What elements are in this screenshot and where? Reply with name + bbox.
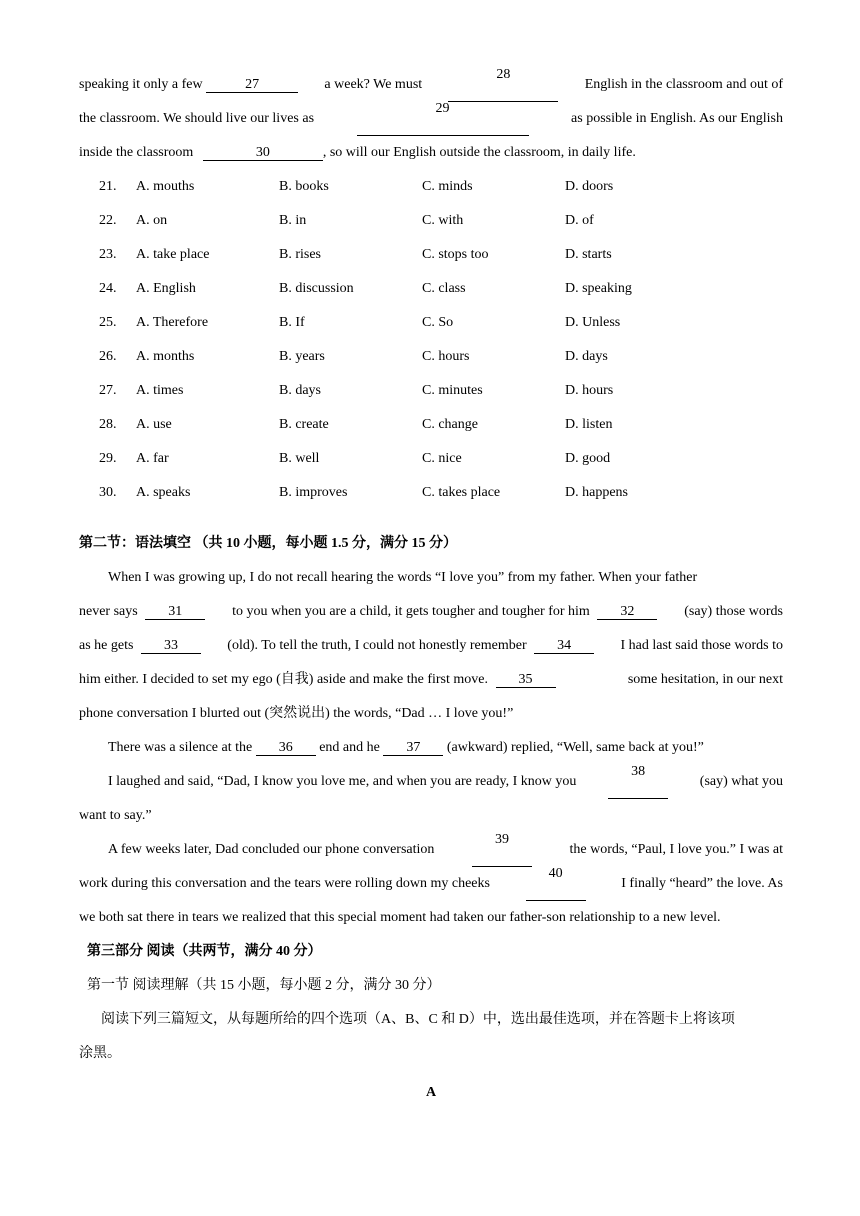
cloze-text: inside the classroom [79,145,194,160]
option-c: C. minutes [422,383,483,398]
option-row [79,204,783,238]
option-row [79,306,783,340]
section-heading-grammar: 第二节：语法填空 （共 10 小题，每小题 1.5 分，满分 15 分） [79,536,457,551]
option-b: B. create [279,417,329,432]
reading-instruction: 涂黑。 [79,1046,121,1061]
option-c: C. nice [422,451,462,466]
grammar-text: work during this conversation and the tears were rolling down my cheeks [79,876,490,891]
cloze-line-3 [79,136,783,170]
option-b: B. in [279,213,307,228]
option-d: D. listen [565,417,613,432]
section-heading-reading: 第一节 阅读理解（共 15 小题，每小题 2 分，满分 30 分） [87,978,441,993]
option-row [79,170,783,204]
blank-32: 32 [597,605,657,620]
cloze-line-1 [79,68,783,102]
blank-34: 34 [534,639,594,654]
grammar-text: I laughed and said, “Dad, I know you love me, and when you are ready, I know you [108,774,577,789]
option-c: C. with [422,213,464,228]
option-c: C. takes place [422,485,501,500]
blank-40: 40 [526,867,586,901]
option-d: D. hours [565,383,614,398]
grammar-text: to you when you are a child, it gets tougher and tougher for him [232,604,590,619]
option-a: A. Therefore [136,315,209,330]
blank-33: 33 [141,639,201,654]
option-b: B. well [279,451,320,466]
option-a: A. times [136,383,184,398]
option-row [79,238,783,272]
question-number: 22. [99,213,117,228]
option-a: A. speaks [136,485,191,500]
grammar-line [79,595,783,629]
question-number: 28. [99,417,117,432]
option-d: D. speaking [565,281,632,296]
grammar-text: (old). To tell the truth, I could not honestly remember [227,638,527,653]
passage-label: A [425,1085,437,1100]
option-b: B. If [279,315,305,330]
blank-35: 35 [496,673,556,688]
option-row [79,476,783,510]
grammar-line [79,731,783,765]
grammar-text: There was a silence at the [108,740,253,755]
cloze-text: , so will our English outside the classroom, in daily life. [322,145,636,160]
option-b: B. rises [279,247,321,262]
options-list [79,170,783,510]
grammar-text: (say) what you [699,774,783,789]
option-b: B. books [279,179,329,194]
option-b: B. days [279,383,321,398]
cloze-text: as possible in English. As our English [571,111,783,126]
option-b: B. improves [279,485,348,500]
grammar-text: I finally “heard” the love. As [621,876,783,891]
blank-31: 31 [145,605,205,620]
grammar-line [79,663,783,697]
option-b: B. discussion [279,281,354,296]
blank-39: 39 [472,833,532,867]
option-d: D. of [565,213,594,228]
option-b: B. years [279,349,325,364]
option-row [79,408,783,442]
cloze-text: a week? We must [324,77,423,92]
option-a: A. mouths [136,179,195,194]
option-c: C. stops too [422,247,489,262]
option-d: D. starts [565,247,612,262]
option-row [79,374,783,408]
blank-36: 36 [256,741,316,756]
option-d: D. happens [565,485,628,500]
cloze-text: the classroom. We should live our lives as [79,111,315,126]
grammar-text: end and he [319,740,380,755]
blank-30: 30 [203,146,323,161]
grammar-line: we both sat there in tears we realized that this special moment had taken our father-son relationship to a new level. [79,910,721,925]
question-number: 21. [99,179,117,194]
option-a: A. on [136,213,168,228]
question-number: 27. [99,383,117,398]
grammar-line [79,629,783,663]
question-number: 30. [99,485,117,500]
blank-38: 38 [608,765,668,799]
grammar-text: (awkward) replied, “Well, same back at you!” [446,740,704,755]
option-a: A. far [136,451,169,466]
option-a: A. months [136,349,195,364]
cloze-text: speaking it only a few [79,77,203,92]
grammar-line [79,867,783,901]
option-d: D. Unless [565,315,621,330]
grammar-text: the words, “Paul, I love you.” I was at [569,842,783,857]
grammar-line: phone conversation I blurted out (突然说出) the words, “Dad … I love you!” [79,706,514,721]
reading-instruction: 阅读下列三篇短文，从每题所给的四个选项（A、B、C 和 D）中，选出最佳选项，并在答题卡上将该项 [101,1012,735,1027]
question-number: 23. [99,247,117,262]
option-d: D. good [565,451,611,466]
option-c: C. hours [422,349,470,364]
option-a: A. English [136,281,196,296]
option-c: C. minds [422,179,473,194]
question-number: 24. [99,281,117,296]
question-number: 25. [99,315,117,330]
grammar-text: I had last said those words to [620,638,783,653]
grammar-text: him either. I decided to set my ego (自我) aside and make the first move. [79,672,488,687]
grammar-line: want to say.” [79,808,152,823]
option-c: C. class [422,281,466,296]
option-a: A. use [136,417,172,432]
option-a: A. take place [136,247,210,262]
option-row [79,272,783,306]
blank-37: 37 [383,741,443,756]
grammar-text: (say) those words [684,604,783,619]
option-c: C. change [422,417,478,432]
option-row [79,340,783,374]
cloze-line-2 [79,102,783,136]
blank-29: 29 [357,102,529,136]
question-number: 29. [99,451,117,466]
grammar-line [79,765,783,799]
exam-page [79,68,783,1110]
cloze-text: English in the classroom and out of [584,77,783,92]
question-number: 26. [99,349,117,364]
grammar-line [79,833,783,867]
option-row [79,442,783,476]
grammar-line: When I was growing up, I do not recall hearing the words “I love you” from my father. When your father [108,570,698,585]
grammar-text: never says [79,604,138,619]
part-heading-reading: 第三部分 阅读（共两节，满分 40 分） [87,944,322,959]
option-c: C. So [422,315,454,330]
grammar-text: as he gets [79,638,134,653]
blank-27: 27 [206,78,298,93]
grammar-text: some hesitation, in our next [627,672,783,687]
blank-28: 28 [448,68,558,102]
grammar-text: A few weeks later, Dad concluded our phone conversation [108,842,435,857]
option-d: D. doors [565,179,614,194]
option-d: D. days [565,349,608,364]
